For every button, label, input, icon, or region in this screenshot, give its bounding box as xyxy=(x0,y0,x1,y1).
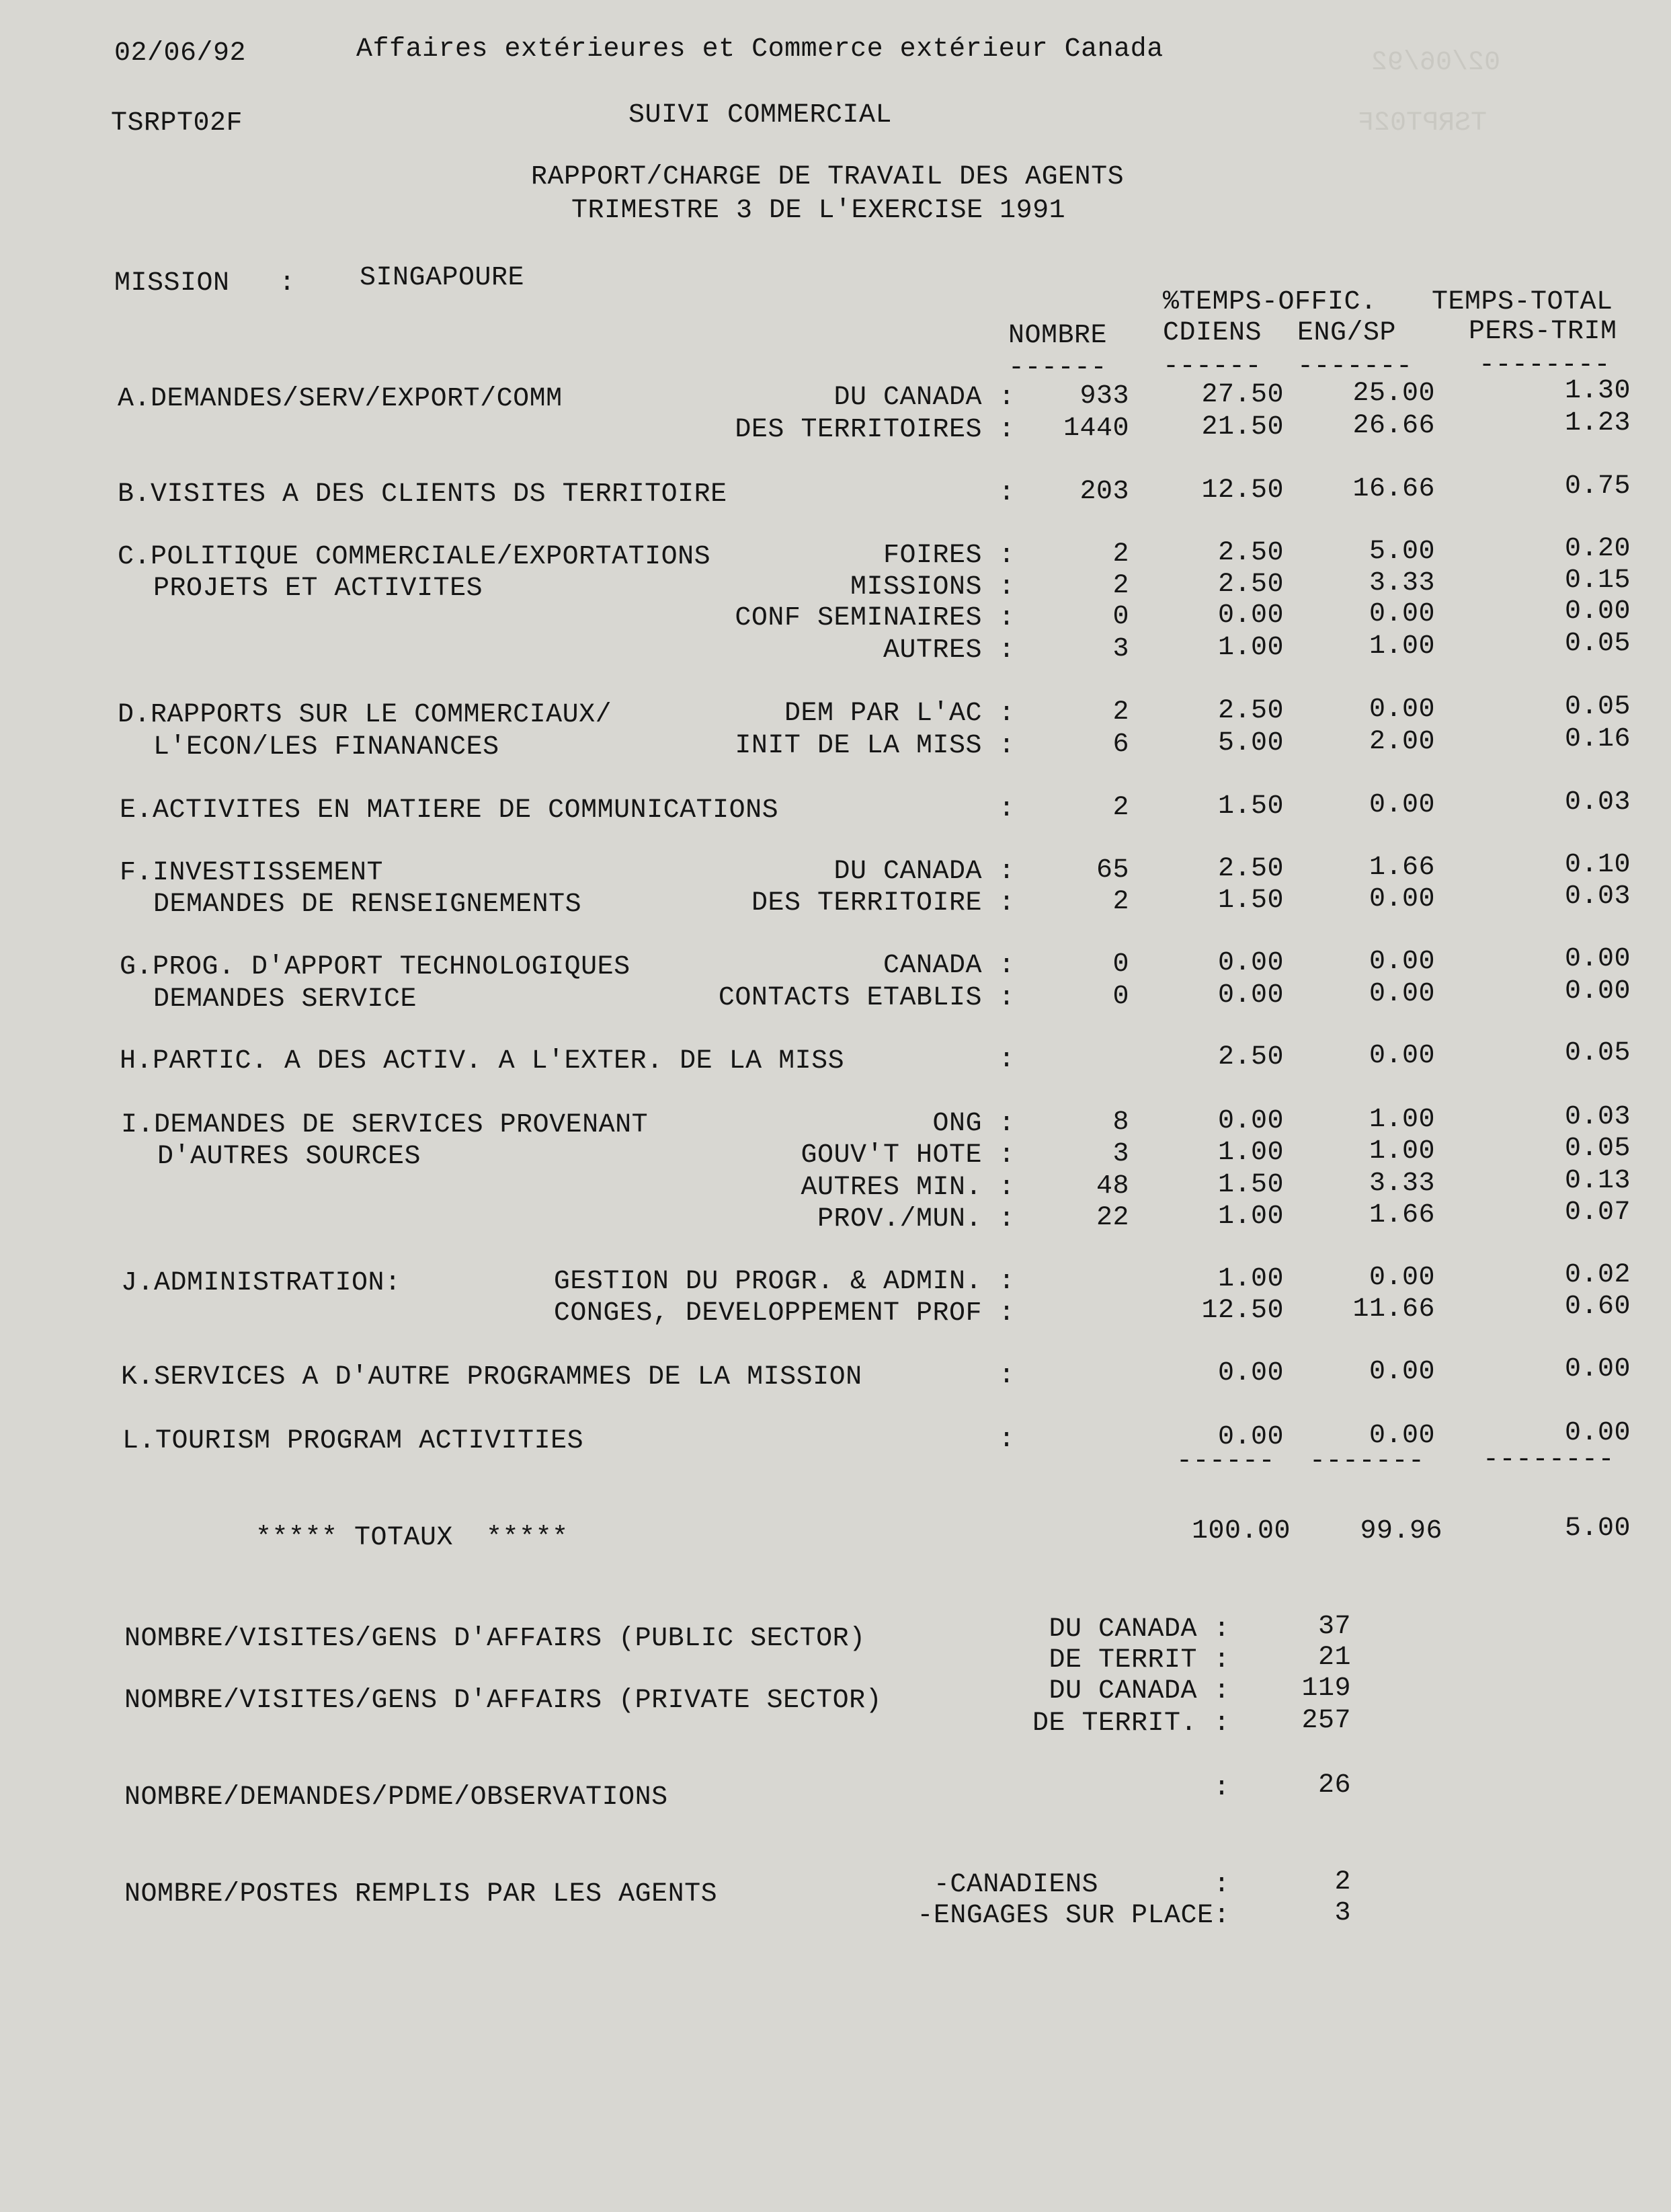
row-pers-trim: 0.03 xyxy=(1564,1102,1631,1132)
report-period: TRIMESTRE 3 DE L'EXERCISE 1991 xyxy=(571,196,1066,226)
row-cdiens-pct: 1.00 xyxy=(1217,1138,1284,1168)
row-subcategory-label: DU CANADA : xyxy=(833,383,1015,413)
footer-sublabel: -CANADIENS : xyxy=(933,1870,1230,1900)
row-subcategory-label: : xyxy=(998,1425,1015,1455)
footer-value: 21 xyxy=(1317,1643,1351,1673)
row-nombre: 2 xyxy=(1112,793,1129,823)
report-code: TSRPT02F xyxy=(111,108,243,139)
footer-value: 257 xyxy=(1301,1706,1351,1736)
row-category-label: B.VISITES A DES CLIENTS DS TERRITOIRE xyxy=(118,479,727,510)
row-eng-sp-pct: 26.66 xyxy=(1352,411,1435,441)
row-cdiens-pct: 2.50 xyxy=(1217,569,1284,600)
footer-value: 26 xyxy=(1317,1770,1351,1801)
row-cdiens-pct: 12.50 xyxy=(1201,475,1284,506)
row-subcategory-label: MISSIONS : xyxy=(850,572,1015,602)
row-pers-trim: 0.00 xyxy=(1564,944,1631,974)
row-subcategory-label: DEM PAR L'AC : xyxy=(784,699,1015,729)
footer-label: NOMBRE/POSTES REMPLIS PAR LES AGENTS xyxy=(124,1879,718,1909)
report-date: 02/06/92 xyxy=(114,38,247,69)
row-category-label: H.PARTIC. A DES ACTIV. A L'EXTER. DE LA MISS xyxy=(120,1046,845,1076)
totals-label: ***** TOTAUX ***** xyxy=(255,1523,569,1553)
col-header-temps-total: TEMPS-TOTAL xyxy=(1432,287,1613,317)
row-nombre: 2 xyxy=(1112,571,1129,601)
footer-label: NOMBRE/VISITES/GENS D'AFFAIRS (PRIVATE SECTOR) xyxy=(124,1686,883,1716)
row-cdiens-pct: 0.00 xyxy=(1217,1422,1284,1452)
row-subcategory-label: : xyxy=(998,1045,1015,1075)
col-rule: ------- xyxy=(1297,352,1413,382)
row-nombre: 2 xyxy=(1112,887,1129,917)
row-cdiens-pct: 1.50 xyxy=(1217,1170,1284,1200)
row-subcategory-label: DES TERRITOIRES : xyxy=(735,415,1015,445)
row-cdiens-pct: 2.50 xyxy=(1217,1042,1284,1072)
row-subcategory-label: : xyxy=(998,1361,1015,1391)
row-eng-sp-pct: 16.66 xyxy=(1352,474,1435,504)
row-subcategory-label: CONF SEMINAIRES : xyxy=(735,603,1015,633)
row-category-label: D.RAPPORTS SUR LE COMMERCIAUX/ xyxy=(118,700,612,730)
row-eng-sp-pct: 0.00 xyxy=(1369,947,1435,977)
footer-value: 2 xyxy=(1334,1867,1351,1897)
row-cdiens-pct: 5.00 xyxy=(1217,728,1284,758)
totals-pers-trim: 5.00 xyxy=(1564,1513,1631,1544)
row-subcategory-label: ONG : xyxy=(932,1109,1015,1139)
row-cdiens-pct: 2.50 xyxy=(1217,854,1284,884)
row-eng-sp-pct: 0.00 xyxy=(1369,1041,1435,1071)
footer-sublabel: DE TERRIT. : xyxy=(1032,1708,1230,1739)
row-category-label: K.SERVICES A D'AUTRE PROGRAMMES DE LA MISSION xyxy=(121,1362,862,1392)
mission-label: MISSION : xyxy=(114,268,296,299)
row-eng-sp-pct: 3.33 xyxy=(1369,1169,1435,1199)
row-nombre: 65 xyxy=(1096,855,1129,885)
row-nombre: 48 xyxy=(1096,1171,1129,1201)
row-cdiens-pct: 2.50 xyxy=(1217,696,1284,726)
bleed-through-text: TSRPT02F xyxy=(1358,108,1487,139)
col-header-nombre: NOMBRE xyxy=(1008,321,1108,351)
row-nombre: 2 xyxy=(1112,539,1129,569)
row-pers-trim: 0.16 xyxy=(1564,724,1631,754)
row-pers-trim: 0.05 xyxy=(1564,692,1631,722)
row-category-label: PROJETS ET ACTIVITES xyxy=(153,574,483,604)
row-eng-sp-pct: 0.00 xyxy=(1369,1263,1435,1293)
footer-sublabel: DU CANADA : xyxy=(1049,1676,1230,1706)
footer-sublabel: -ENGAGES SUR PLACE: xyxy=(917,1901,1230,1931)
row-category-label: I.DEMANDES DE SERVICES PROVENANT xyxy=(121,1110,649,1140)
row-pers-trim: 0.03 xyxy=(1564,787,1631,818)
system-name: SUIVI COMMERCIAL xyxy=(628,100,893,130)
row-eng-sp-pct: 1.66 xyxy=(1369,853,1435,883)
totals-rule: ------- xyxy=(1309,1446,1425,1476)
row-cdiens-pct: 1.50 xyxy=(1217,885,1284,916)
row-eng-sp-pct: 0.00 xyxy=(1369,695,1435,725)
row-eng-sp-pct: 0.00 xyxy=(1369,599,1435,629)
row-eng-sp-pct: 0.00 xyxy=(1369,979,1435,1009)
row-pers-trim: 0.07 xyxy=(1564,1197,1631,1228)
row-eng-sp-pct: 25.00 xyxy=(1352,379,1435,409)
col-rule: ------ xyxy=(1008,353,1108,383)
row-subcategory-label: DES TERRITOIRE : xyxy=(751,888,1015,918)
col-header-pers-trim: PERS-TRIM xyxy=(1469,317,1617,347)
footer-value: 119 xyxy=(1301,1673,1351,1704)
row-eng-sp-pct: 11.66 xyxy=(1352,1294,1435,1325)
row-subcategory-label: : xyxy=(998,478,1015,508)
row-pers-trim: 0.05 xyxy=(1564,1134,1631,1164)
row-category-label: A.DEMANDES/SERV/EXPORT/COMM xyxy=(118,384,563,414)
col-rule: ------ xyxy=(1163,352,1262,382)
row-cdiens-pct: 1.50 xyxy=(1217,791,1284,822)
row-category-label: L'ECON/LES FINANANCES xyxy=(153,732,499,762)
col-header-temps-offic: %TEMPS-OFFIC. xyxy=(1163,287,1377,317)
row-pers-trim: 0.75 xyxy=(1564,471,1631,502)
row-cdiens-pct: 2.50 xyxy=(1217,538,1284,568)
row-eng-sp-pct: 0.00 xyxy=(1369,790,1435,820)
row-category-label: J.ADMINISTRATION: xyxy=(121,1268,401,1298)
department-name: Affaires extérieures et Commerce extérieur Canada xyxy=(356,34,1164,65)
row-subcategory-label: AUTRES : xyxy=(883,635,1015,666)
row-eng-sp-pct: 1.00 xyxy=(1369,1105,1435,1135)
row-subcategory-label: DU CANADA : xyxy=(833,857,1015,887)
row-cdiens-pct: 0.00 xyxy=(1217,980,1284,1011)
row-cdiens-pct: 21.50 xyxy=(1201,412,1284,442)
row-category-label: G.PROG. D'APPORT TECHNOLOGIQUES xyxy=(120,952,630,982)
row-eng-sp-pct: 2.00 xyxy=(1369,727,1435,757)
row-pers-trim: 0.00 xyxy=(1564,976,1631,1006)
row-cdiens-pct: 1.00 xyxy=(1217,1264,1284,1294)
row-subcategory-label: GOUV'T HOTE : xyxy=(801,1140,1015,1171)
row-nombre: 8 xyxy=(1112,1107,1129,1138)
row-cdiens-pct: 12.50 xyxy=(1201,1296,1284,1326)
row-pers-trim: 0.05 xyxy=(1564,629,1631,659)
row-eng-sp-pct: 1.00 xyxy=(1369,1136,1435,1167)
row-subcategory-label: CONGES, DEVELOPPEMENT PROF : xyxy=(553,1298,1015,1329)
row-cdiens-pct: 0.00 xyxy=(1217,948,1284,978)
row-subcategory-label: INIT DE LA MISS : xyxy=(735,731,1015,761)
row-pers-trim: 1.30 xyxy=(1564,376,1631,406)
row-pers-trim: 0.03 xyxy=(1564,881,1631,912)
row-category-label: C.POLITIQUE COMMERCIALE/EXPORTATIONS xyxy=(118,542,711,572)
row-nombre: 1440 xyxy=(1063,413,1129,444)
row-pers-trim: 0.10 xyxy=(1564,850,1631,880)
mission-value: SINGAPOURE xyxy=(360,263,525,293)
row-pers-trim: 0.60 xyxy=(1564,1292,1631,1322)
col-header-eng-sp: ENG/SP xyxy=(1297,318,1397,348)
row-category-label: L.TOURISM PROGRAM ACTIVITIES xyxy=(122,1426,584,1456)
row-nombre: 0 xyxy=(1112,949,1129,980)
row-eng-sp-pct: 5.00 xyxy=(1369,537,1435,567)
row-pers-trim: 0.15 xyxy=(1564,565,1631,596)
row-cdiens-pct: 0.00 xyxy=(1217,600,1284,631)
row-nombre: 0 xyxy=(1112,982,1129,1012)
totals-eng-sp: 99.96 xyxy=(1360,1516,1442,1546)
row-cdiens-pct: 1.00 xyxy=(1217,1201,1284,1232)
row-subcategory-label: AUTRES MIN. : xyxy=(801,1173,1015,1203)
row-category-label: F.INVESTISSEMENT xyxy=(120,858,384,888)
row-subcategory-label: CONTACTS ETABLIS : xyxy=(718,983,1015,1013)
footer-label: NOMBRE/VISITES/GENS D'AFFAIRS (PUBLIC SECTOR) xyxy=(124,1624,866,1654)
row-cdiens-pct: 0.00 xyxy=(1217,1358,1284,1388)
row-eng-sp-pct: 0.00 xyxy=(1369,1357,1435,1387)
row-subcategory-label: : xyxy=(998,794,1015,824)
footer-label: NOMBRE/DEMANDES/PDME/OBSERVATIONS xyxy=(124,1782,668,1813)
row-cdiens-pct: 1.00 xyxy=(1217,633,1284,663)
row-subcategory-label: FOIRES : xyxy=(883,541,1015,571)
bleed-through-text: 02/06/92 xyxy=(1371,48,1501,78)
row-nombre: 203 xyxy=(1079,477,1129,507)
footer-sublabel: DE TERRIT : xyxy=(1049,1645,1230,1675)
row-nombre: 3 xyxy=(1112,634,1129,664)
totals-rule: ------ xyxy=(1176,1446,1276,1476)
row-category-label: DEMANDES SERVICE xyxy=(153,984,417,1015)
row-pers-trim: 1.23 xyxy=(1564,408,1631,438)
row-cdiens-pct: 27.50 xyxy=(1201,380,1284,410)
row-pers-trim: 0.05 xyxy=(1564,1038,1631,1068)
row-subcategory-label: PROV./MUN. : xyxy=(817,1204,1015,1234)
row-subcategory-label: CANADA : xyxy=(883,951,1015,981)
totals-rule: -------- xyxy=(1483,1445,1615,1475)
row-eng-sp-pct: 1.00 xyxy=(1369,631,1435,662)
row-eng-sp-pct: 0.00 xyxy=(1369,1421,1435,1451)
col-header-cdiens: CDIENS xyxy=(1163,318,1262,348)
row-category-label: E.ACTIVITES EN MATIERE DE COMMUNICATIONS xyxy=(120,795,779,826)
row-nombre: 2 xyxy=(1112,697,1129,727)
row-nombre: 0 xyxy=(1112,602,1129,632)
footer-sublabel: DU CANADA : xyxy=(1049,1614,1230,1645)
totals-cdiens: 100.00 xyxy=(1191,1516,1291,1546)
row-eng-sp-pct: 1.66 xyxy=(1369,1200,1435,1230)
footer-value: 3 xyxy=(1334,1898,1351,1928)
row-subcategory-label: GESTION DU PROGR. & ADMIN. : xyxy=(553,1267,1015,1297)
row-nombre: 933 xyxy=(1079,381,1129,411)
row-eng-sp-pct: 3.33 xyxy=(1369,568,1435,598)
row-pers-trim: 0.00 xyxy=(1564,1354,1631,1384)
row-nombre: 6 xyxy=(1112,729,1129,760)
row-nombre: 3 xyxy=(1112,1139,1129,1169)
footer-sublabel: : xyxy=(1213,1773,1230,1803)
row-category-label: DEMANDES DE RENSEIGNEMENTS xyxy=(153,890,582,920)
col-rule: -------- xyxy=(1479,350,1611,381)
footer-value: 37 xyxy=(1317,1612,1351,1642)
row-nombre: 22 xyxy=(1096,1203,1129,1233)
row-pers-trim: 0.00 xyxy=(1564,596,1631,627)
row-eng-sp-pct: 0.00 xyxy=(1369,884,1435,914)
row-category-label: D'AUTRES SOURCES xyxy=(157,1142,421,1172)
row-pers-trim: 0.02 xyxy=(1564,1260,1631,1290)
row-cdiens-pct: 0.00 xyxy=(1217,1106,1284,1136)
row-pers-trim: 0.00 xyxy=(1564,1418,1631,1448)
row-pers-trim: 0.20 xyxy=(1564,534,1631,564)
report-title: RAPPORT/CHARGE DE TRAVAIL DES AGENTS xyxy=(531,162,1125,192)
row-pers-trim: 0.13 xyxy=(1564,1166,1631,1196)
